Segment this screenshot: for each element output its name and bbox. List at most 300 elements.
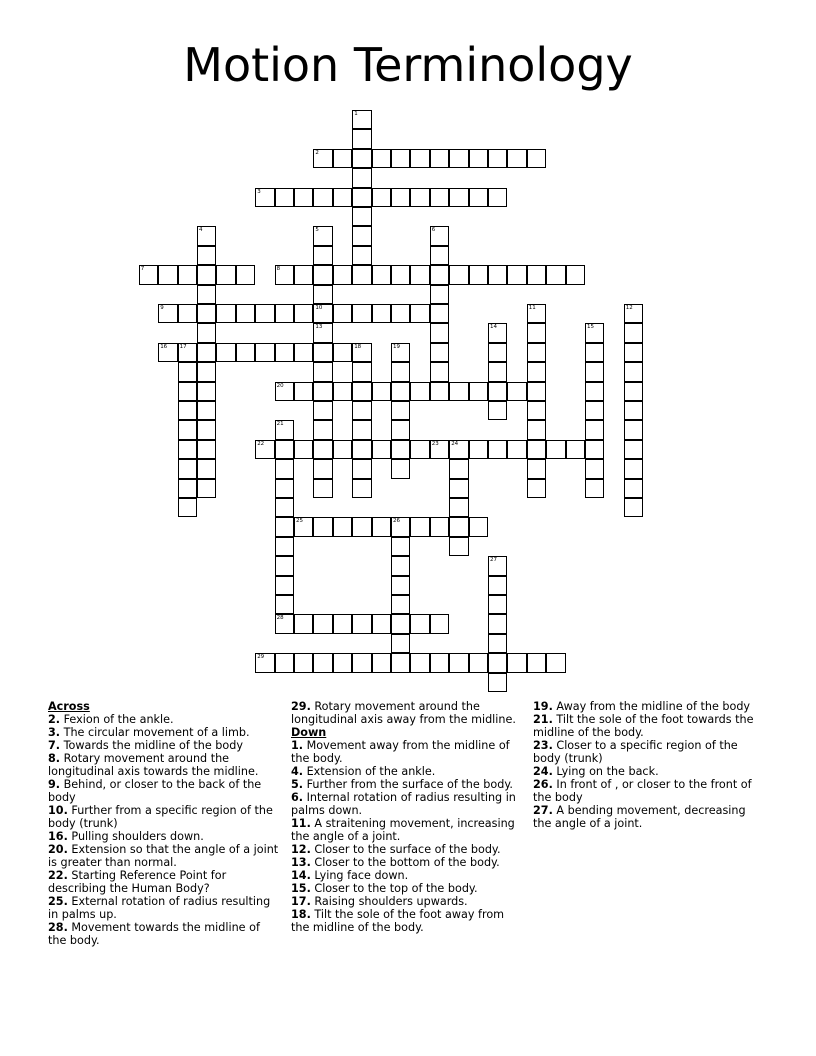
grid-cell[interactable] [178, 498, 197, 517]
grid-cell[interactable] [372, 149, 391, 168]
grid-cell[interactable] [313, 459, 332, 478]
grid-cell[interactable] [410, 304, 429, 323]
clue-item [533, 804, 765, 830]
grid-cell[interactable] [624, 420, 643, 439]
grid-cell[interactable] [430, 382, 449, 401]
grid-cell[interactable] [255, 343, 274, 362]
grid-cell[interactable] [158, 265, 177, 284]
grid-cell[interactable] [372, 304, 391, 323]
clue-item-number: 6. [291, 791, 304, 804]
clue-item-number: 14. [291, 869, 311, 882]
grid-cell[interactable] [236, 304, 255, 323]
grid-cell[interactable] [275, 479, 294, 498]
clue-list [0, 700, 816, 1040]
grid-cell[interactable] [197, 226, 216, 245]
clue-item [291, 817, 523, 843]
grid-cell[interactable] [430, 265, 449, 284]
grid-cell[interactable] [585, 479, 604, 498]
grid-cell[interactable] [488, 576, 507, 595]
grid-cell[interactable] [178, 265, 197, 284]
grid-cell[interactable] [275, 440, 294, 459]
grid-cell[interactable] [527, 343, 546, 362]
grid-cell[interactable] [333, 440, 352, 459]
grid-cell[interactable] [275, 382, 294, 401]
grid-cell[interactable] [275, 420, 294, 439]
grid-cell[interactable] [507, 653, 526, 672]
grid-cell[interactable] [469, 653, 488, 672]
grid-cell[interactable] [391, 440, 410, 459]
clue-number: 5 [315, 227, 319, 234]
clue-number: 24 [451, 440, 459, 447]
grid-cell[interactable] [488, 265, 507, 284]
clue-item-number: 11. [291, 817, 311, 830]
grid-cell[interactable] [216, 304, 235, 323]
grid-cell[interactable] [391, 382, 410, 401]
clue-number: 14 [490, 324, 497, 331]
grid-cell[interactable] [488, 401, 507, 420]
grid-cell[interactable] [391, 556, 410, 575]
grid-cell[interactable] [197, 323, 216, 342]
clue-item-text: Rotary movement around the longitudinal axis away from the midline. [291, 700, 516, 726]
clue-item [48, 739, 280, 752]
grid-cell[interactable] [372, 265, 391, 284]
grid-cell[interactable] [352, 653, 371, 672]
grid-cell[interactable] [352, 246, 371, 265]
grid-cell[interactable] [410, 382, 429, 401]
grid-cell[interactable] [488, 188, 507, 207]
grid-cell[interactable] [449, 479, 468, 498]
grid-cell[interactable] [566, 265, 585, 284]
grid-cell[interactable] [139, 265, 158, 284]
grid-cell[interactable] [449, 188, 468, 207]
grid-cell[interactable] [333, 653, 352, 672]
grid-cell[interactable] [624, 362, 643, 381]
grid-cell[interactable] [527, 401, 546, 420]
grid-cell[interactable] [255, 653, 274, 672]
grid-cell[interactable] [391, 517, 410, 536]
grid-cell[interactable] [469, 149, 488, 168]
clue-item-text: Tilt the sole of the foot away from the midline of the body. [291, 908, 505, 934]
grid-cell[interactable] [585, 420, 604, 439]
clue-item-number: 1. [291, 739, 304, 752]
clue-item [291, 882, 523, 895]
grid-cell[interactable] [313, 653, 332, 672]
grid-cell[interactable] [333, 149, 352, 168]
grid-cell[interactable] [333, 614, 352, 633]
grid-cell[interactable] [546, 440, 565, 459]
grid-cell[interactable] [178, 382, 197, 401]
grid-cell[interactable] [352, 149, 371, 168]
grid-cell[interactable] [449, 265, 468, 284]
clue-item-text: Closer to the bottom of the body. [314, 856, 500, 869]
grid-cell[interactable] [585, 459, 604, 478]
grid-cell[interactable] [158, 304, 177, 323]
grid-cell[interactable] [507, 265, 526, 284]
grid-cell[interactable] [313, 188, 332, 207]
grid-cell[interactable] [236, 343, 255, 362]
grid-cell[interactable] [275, 498, 294, 517]
grid-cell[interactable] [624, 323, 643, 342]
grid-cell[interactable] [391, 595, 410, 614]
grid-cell[interactable] [488, 149, 507, 168]
grid-cell[interactable] [352, 459, 371, 478]
clue-item-text: Pulling shoulders down. [71, 830, 204, 843]
grid-cell[interactable] [197, 382, 216, 401]
grid-cell[interactable] [488, 653, 507, 672]
grid-cell[interactable] [372, 440, 391, 459]
clue-item-text: Internal rotation of radius resulting in palms down. [291, 791, 516, 817]
grid-cell[interactable] [352, 343, 371, 362]
clue-item [291, 765, 523, 778]
clue-item-text: Closer to the surface of the body. [314, 843, 501, 856]
grid-cell[interactable] [624, 459, 643, 478]
grid-cell[interactable] [410, 149, 429, 168]
grid-cell[interactable] [352, 614, 371, 633]
grid-cell[interactable] [585, 440, 604, 459]
grid-cell[interactable] [255, 304, 274, 323]
grid-cell[interactable] [275, 265, 294, 284]
grid-cell[interactable] [275, 343, 294, 362]
grid-cell[interactable] [449, 498, 468, 517]
grid-cell[interactable] [216, 265, 235, 284]
clue-number: 12 [625, 305, 633, 311]
grid-cell[interactable] [624, 440, 643, 459]
grid-cell[interactable] [352, 440, 371, 459]
grid-cell[interactable] [430, 614, 449, 633]
clue-number: 8 [276, 266, 281, 273]
grid-cell[interactable] [313, 226, 332, 245]
grid-cell[interactable] [527, 459, 546, 478]
grid-cell[interactable] [391, 634, 410, 653]
grid-cell[interactable] [197, 440, 216, 459]
grid-cell[interactable] [527, 265, 546, 284]
grid-cell[interactable] [333, 517, 352, 536]
grid-cell[interactable] [469, 440, 488, 459]
grid-cell[interactable] [294, 304, 313, 323]
grid-cell[interactable] [430, 343, 449, 362]
grid-cell[interactable] [255, 188, 274, 207]
grid-cell[interactable] [372, 382, 391, 401]
grid-cell[interactable] [333, 265, 352, 284]
grid-cell[interactable] [527, 653, 546, 672]
clue-number: 23 [431, 440, 439, 447]
grid-cell[interactable] [313, 614, 332, 633]
grid-cell[interactable] [449, 440, 468, 459]
grid-cell[interactable] [352, 207, 371, 226]
clue-number: 13 [315, 324, 323, 331]
grid-cell[interactable] [352, 479, 371, 498]
grid-cell[interactable] [275, 614, 294, 633]
grid-cell[interactable] [178, 343, 197, 362]
clue-item-number: 7. [48, 739, 61, 752]
grid-cell[interactable] [313, 479, 332, 498]
grid-cell[interactable] [430, 323, 449, 342]
clue-item [48, 869, 280, 895]
clue-item-text: Further from the surface of the body. [306, 778, 513, 791]
grid-cell[interactable] [275, 537, 294, 556]
grid-cell[interactable] [449, 459, 468, 478]
clue-number: 28 [276, 615, 284, 622]
grid-cell[interactable] [624, 343, 643, 362]
grid-cell[interactable] [585, 362, 604, 381]
grid-cell[interactable] [313, 362, 332, 381]
clue-item [533, 765, 765, 778]
grid-cell[interactable] [488, 634, 507, 653]
grid-cell[interactable] [391, 149, 410, 168]
grid-cell[interactable] [197, 246, 216, 265]
grid-cell[interactable] [488, 323, 507, 342]
grid-cell[interactable] [430, 226, 449, 245]
grid-cell[interactable] [488, 673, 507, 692]
grid-cell[interactable] [391, 265, 410, 284]
clue-item [291, 908, 523, 934]
grid-cell[interactable] [391, 459, 410, 478]
grid-cell[interactable] [313, 382, 332, 401]
grid-cell[interactable] [352, 362, 371, 381]
grid-cell[interactable] [624, 498, 643, 517]
grid-cell[interactable] [527, 362, 546, 381]
clue-item-number: 29. [291, 700, 311, 713]
grid-cell[interactable] [294, 653, 313, 672]
grid-cell[interactable] [410, 265, 429, 284]
grid-cell[interactable] [294, 440, 313, 459]
grid-cell[interactable] [352, 420, 371, 439]
grid-cell[interactable] [430, 149, 449, 168]
grid-cell[interactable] [391, 304, 410, 323]
grid-cell[interactable] [178, 479, 197, 498]
grid-cell[interactable] [352, 226, 371, 245]
clue-item [48, 895, 280, 921]
grid-cell[interactable] [197, 265, 216, 284]
grid-cell[interactable] [333, 382, 352, 401]
clue-number: 11 [528, 305, 536, 311]
clue-item-number: 17. [291, 895, 311, 908]
grid-cell[interactable] [275, 188, 294, 207]
clue-number: 17 [179, 343, 187, 350]
grid-cell[interactable] [294, 265, 313, 284]
clue-item-number: 9. [48, 778, 61, 791]
grid-cell[interactable] [333, 343, 352, 362]
grid-cell[interactable] [158, 343, 177, 362]
grid-cell[interactable] [585, 401, 604, 420]
grid-cell[interactable] [313, 343, 332, 362]
clue-item-number: 28. [48, 921, 68, 934]
grid-cell[interactable] [449, 382, 468, 401]
grid-cell[interactable] [372, 653, 391, 672]
grid-cell[interactable] [469, 382, 488, 401]
clue-item [291, 869, 523, 882]
grid-cell[interactable] [372, 517, 391, 536]
grid-cell[interactable] [294, 382, 313, 401]
grid-cell[interactable] [197, 479, 216, 498]
grid-cell[interactable] [313, 304, 332, 323]
grid-cell[interactable] [333, 304, 352, 323]
grid-cell[interactable] [275, 595, 294, 614]
clue-item-text: Starting Reference Point for describing the Human Body? [48, 869, 227, 895]
grid-cell[interactable] [430, 362, 449, 381]
grid-cell[interactable] [430, 246, 449, 265]
grid-cell[interactable] [488, 343, 507, 362]
clue-item [48, 726, 280, 739]
clue-item-text: Closer to a specific region of the body (trunk) [533, 739, 738, 765]
grid-cell[interactable] [546, 653, 565, 672]
grid-cell[interactable] [488, 440, 507, 459]
grid-cell[interactable] [197, 304, 216, 323]
grid-cell[interactable] [527, 382, 546, 401]
grid-cell[interactable] [410, 188, 429, 207]
grid-cell[interactable] [430, 440, 449, 459]
grid-cell[interactable] [391, 653, 410, 672]
clue-number: 1 [354, 111, 358, 117]
grid-cell[interactable] [449, 517, 468, 536]
grid-cell[interactable] [197, 420, 216, 439]
grid-cell[interactable] [410, 653, 429, 672]
grid-cell[interactable] [372, 188, 391, 207]
clue-item-text: Extension so that the angle of a joint is greater than normal. [48, 843, 279, 869]
grid-cell[interactable] [294, 188, 313, 207]
grid-cell[interactable] [275, 576, 294, 595]
grid-cell[interactable] [410, 517, 429, 536]
grid-cell[interactable] [566, 440, 585, 459]
grid-cell[interactable] [391, 576, 410, 595]
clue-item-number: 24. [533, 765, 553, 778]
grid-cell[interactable] [352, 517, 371, 536]
grid-cell[interactable] [391, 401, 410, 420]
grid-cell[interactable] [391, 537, 410, 556]
grid-cell[interactable] [352, 304, 371, 323]
grid-cell[interactable] [546, 265, 565, 284]
grid-cell[interactable] [391, 362, 410, 381]
grid-cell[interactable] [391, 420, 410, 439]
grid-cell[interactable] [236, 265, 255, 284]
clue-item-number: 10. [48, 804, 68, 817]
grid-cell[interactable] [275, 653, 294, 672]
grid-cell[interactable] [624, 401, 643, 420]
grid-cell[interactable] [372, 614, 391, 633]
grid-cell[interactable] [352, 168, 371, 187]
grid-cell[interactable] [527, 304, 546, 323]
grid-cell[interactable] [313, 149, 332, 168]
grid-cell[interactable] [391, 614, 410, 633]
grid-cell[interactable] [313, 285, 332, 304]
grid-cell[interactable] [449, 653, 468, 672]
grid-cell[interactable] [430, 517, 449, 536]
grid-cell[interactable] [430, 653, 449, 672]
grid-cell[interactable] [294, 517, 313, 536]
grid-cell[interactable] [352, 265, 371, 284]
grid-cell[interactable] [275, 304, 294, 323]
grid-cell[interactable] [527, 149, 546, 168]
grid-cell[interactable] [488, 595, 507, 614]
grid-cell[interactable] [294, 614, 313, 633]
grid-cell[interactable] [275, 459, 294, 478]
grid-cell[interactable] [333, 188, 352, 207]
grid-cell[interactable] [178, 362, 197, 381]
grid-cell[interactable] [449, 149, 468, 168]
grid-cell[interactable] [430, 188, 449, 207]
grid-cell[interactable] [313, 420, 332, 439]
clue-number: 29 [257, 654, 265, 661]
clue-item-text: Closer to the top of the body. [314, 882, 478, 895]
grid-cell[interactable] [352, 129, 371, 148]
grid-cell[interactable] [178, 420, 197, 439]
clue-number: 15 [587, 324, 594, 331]
grid-cell[interactable] [275, 556, 294, 575]
grid-cell[interactable] [391, 188, 410, 207]
clue-item-number: 4. [291, 765, 304, 778]
grid-cell[interactable] [488, 362, 507, 381]
grid-cell[interactable] [507, 440, 526, 459]
grid-cell[interactable] [275, 517, 294, 536]
grid-cell[interactable] [469, 517, 488, 536]
clue-heading: Down [291, 726, 327, 739]
grid-cell[interactable] [527, 479, 546, 498]
grid-cell[interactable] [488, 382, 507, 401]
grid-cell[interactable] [585, 323, 604, 342]
grid-cell[interactable] [216, 343, 235, 362]
grid-cell[interactable] [430, 285, 449, 304]
clue-column-1 [48, 700, 280, 947]
grid-cell[interactable] [313, 401, 332, 420]
grid-cell[interactable] [585, 343, 604, 362]
grid-cell[interactable] [507, 149, 526, 168]
grid-cell[interactable] [352, 188, 371, 207]
grid-cell[interactable] [527, 440, 546, 459]
grid-cell[interactable] [197, 343, 216, 362]
grid-cell[interactable] [197, 459, 216, 478]
grid-cell[interactable] [178, 304, 197, 323]
grid-cell[interactable] [255, 440, 274, 459]
clue-item-number: 20. [48, 843, 68, 856]
grid-cell[interactable] [469, 188, 488, 207]
clue-item-number: 2. [48, 713, 61, 726]
grid-cell[interactable] [449, 537, 468, 556]
grid-cell[interactable] [469, 265, 488, 284]
grid-cell[interactable] [197, 401, 216, 420]
grid-cell[interactable] [197, 285, 216, 304]
grid-cell[interactable] [178, 459, 197, 478]
grid-cell[interactable] [197, 362, 216, 381]
grid-cell[interactable] [488, 556, 507, 575]
grid-cell[interactable] [178, 401, 197, 420]
grid-cell[interactable] [527, 420, 546, 439]
grid-cell[interactable] [624, 382, 643, 401]
grid-cell[interactable] [313, 265, 332, 284]
grid-cell[interactable] [624, 479, 643, 498]
clue-item-number: 16. [48, 830, 68, 843]
grid-cell[interactable] [352, 110, 371, 129]
clue-item-number: 26. [533, 778, 553, 791]
grid-cell[interactable] [313, 517, 332, 536]
grid-cell[interactable] [352, 401, 371, 420]
grid-cell[interactable] [527, 323, 546, 342]
grid-cell[interactable] [488, 614, 507, 633]
grid-cell[interactable] [178, 440, 197, 459]
grid-cell[interactable] [352, 382, 371, 401]
grid-cell[interactable] [313, 440, 332, 459]
grid-cell[interactable] [313, 246, 332, 265]
grid-cell[interactable] [294, 343, 313, 362]
grid-cell[interactable] [410, 614, 429, 633]
grid-cell[interactable] [391, 343, 410, 362]
clue-item [291, 739, 523, 765]
grid-cell[interactable] [410, 440, 429, 459]
grid-cell[interactable] [507, 382, 526, 401]
grid-cell[interactable] [624, 304, 643, 323]
grid-cell[interactable] [430, 304, 449, 323]
grid-cell[interactable] [585, 382, 604, 401]
grid-cell[interactable] [313, 323, 332, 342]
